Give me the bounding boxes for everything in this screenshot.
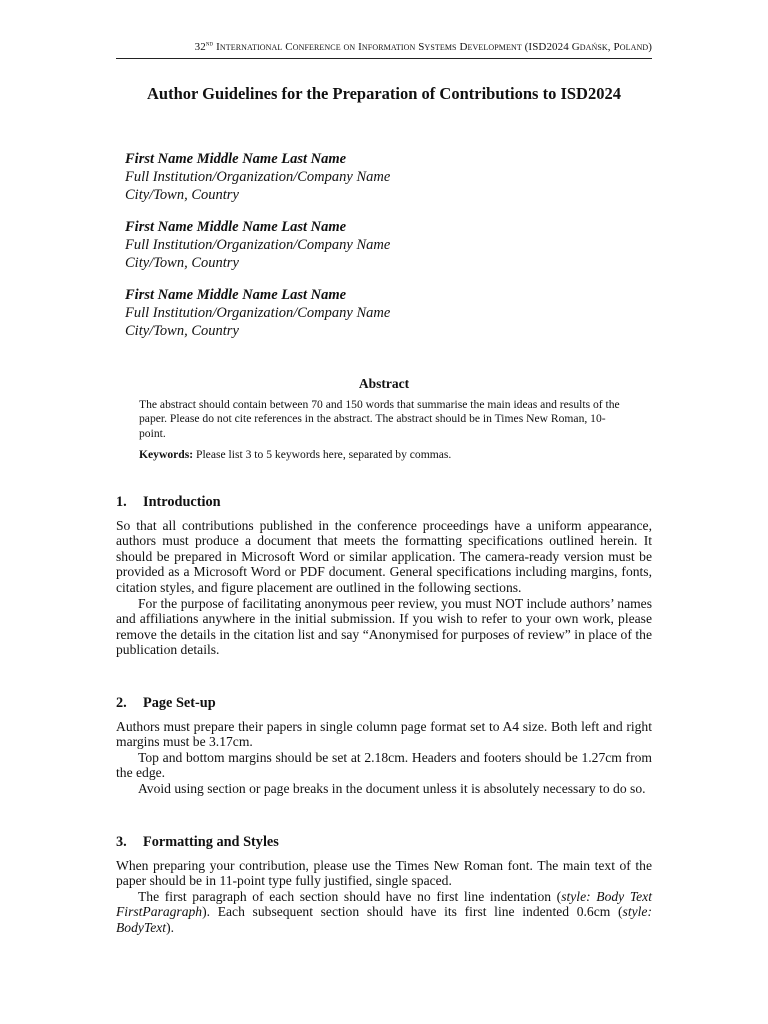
section-paragraph: Authors must prepare their papers in single column page format set to A4 size. Both left and right margins must be 3.17cm.	[116, 718, 652, 750]
author-institution: Full Institution/Organization/Company Name	[125, 305, 391, 321]
abstract-text: The abstract should contain between 70 and 150 words that summarise the main ideas and results of the paper. Please do not cite references in the abstract. The abstract should be in Times New Roman, 10-point.	[139, 397, 620, 440]
section-paragraph: When preparing your contribution, please use the Times New Roman font. The main text of the paper should be in 11-point type fully justified, single spaced.	[116, 857, 652, 889]
author-institution: Full Institution/Organization/Company Name	[125, 237, 391, 253]
text-run: The first paragraph of each section should have no first line indentation (	[138, 888, 562, 904]
section-number: 1.	[116, 494, 127, 510]
author-list	[125, 150, 645, 354]
running-header	[195, 41, 652, 53]
section-title: Introduction	[143, 494, 221, 510]
keywords-text: Please list 3 to 5 keywords here, separated by commas.	[193, 448, 452, 462]
section-title: Formatting and Styles	[143, 834, 279, 850]
section-paragraph: Avoid using section or page breaks in the document unless it is absolutely necessary to do so.	[138, 780, 646, 796]
author-location: City/Town, Country	[125, 255, 239, 271]
section-paragraph	[116, 889, 652, 936]
author-location: City/Town, Country	[125, 323, 239, 339]
header-superscript: nd	[205, 39, 214, 48]
style-name: style: BodyText	[116, 904, 652, 935]
header-text-post: International Conference on Information Systems Development (ISD2024 Gdańsk, Poland)	[213, 41, 652, 53]
section-heading	[116, 495, 652, 511]
author-block	[125, 150, 645, 204]
section-paragraph: Top and bottom margins should be set at 2.18cm. Headers and footers should be 1.27cm from the edge.	[116, 749, 652, 781]
author-location: City/Town, Country	[125, 187, 239, 203]
section-formatting	[116, 835, 652, 936]
abstract	[139, 377, 629, 470]
section-heading	[116, 835, 652, 851]
author-name: First Name Middle Name Last Name	[125, 151, 347, 167]
section-paragraph: So that all contributions published in the conference proceedings have a uniform appearance, authors must produce a document that meets the formatting specifications outlined herein. It should be prepared in Microsoft Word or similar application. The camera-ready version must be provided as a Microsoft Word or PDF document. General specifications including margins, fonts, citation styles, and figure placement are outlined in the following sections.	[116, 517, 652, 595]
header-text-pre: 32	[194, 41, 206, 53]
section-number: 3.	[116, 834, 127, 850]
author-name: First Name Middle Name Last Name	[125, 287, 347, 303]
keywords-label: Keywords:	[139, 448, 194, 462]
section-page-setup	[116, 696, 652, 797]
abstract-heading: Abstract	[358, 376, 410, 391]
section-title: Page Set-up	[143, 695, 216, 711]
text-run: ).	[166, 919, 175, 935]
section-paragraph: For the purpose of facilitating anonymous peer review, you must NOT include authors’ names and affiliations anywhere in the initial submission. If you wish to refer to your own work, please remove the details in the citation list and say “Anonymised for purposes of review” in place of the publication details.	[116, 595, 652, 658]
section-number: 2.	[116, 695, 127, 711]
keywords	[139, 448, 629, 463]
author-institution: Full Institution/Organization/Company Name	[125, 169, 391, 185]
paper-title: Author Guidelines for the Preparation of Contributions to ISD2024	[147, 84, 621, 103]
section-heading	[116, 696, 652, 712]
author-name: First Name Middle Name Last Name	[125, 219, 347, 235]
style-name: style: Body Text FirstParagraph	[116, 888, 652, 920]
section-introduction	[116, 495, 652, 658]
header-rule	[116, 58, 652, 59]
author-block	[125, 286, 645, 340]
text-run: ). Each subsequent section should have its first line indented 0.6cm (	[202, 904, 623, 920]
author-block	[125, 218, 645, 272]
